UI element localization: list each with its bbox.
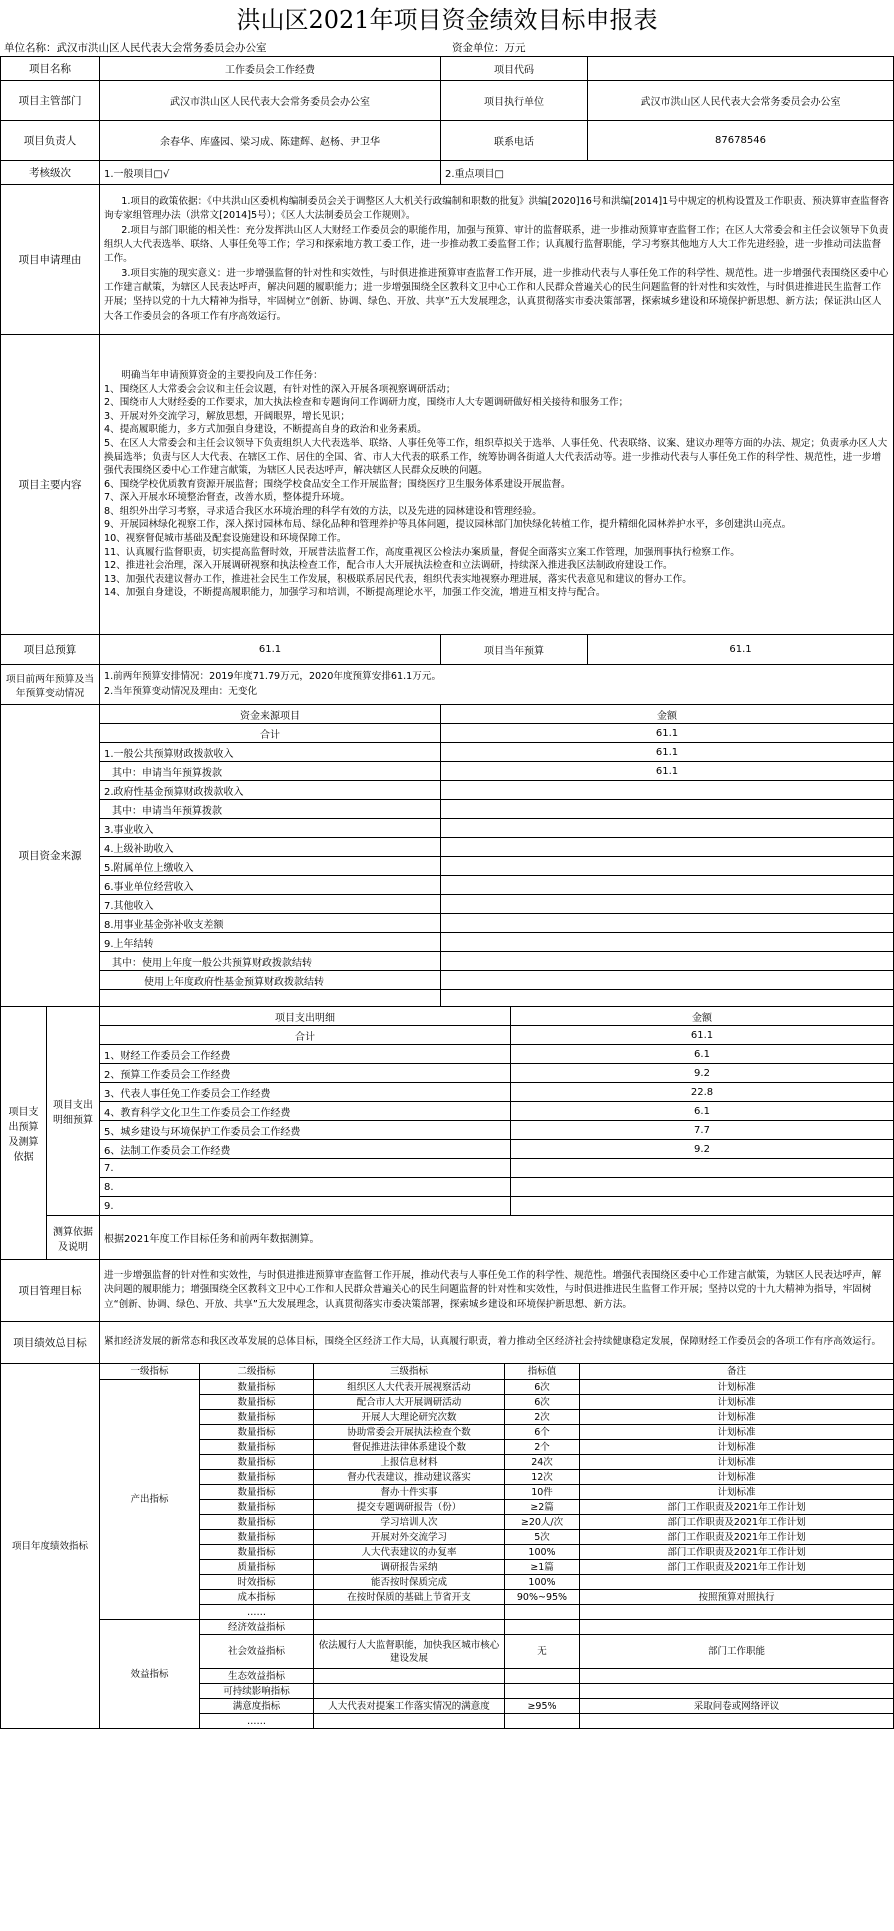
indicator-value: 2次 [505,1410,580,1425]
content-item: 9、开展园林绿化视察工作，深入探讨园林布局、绿化品种和管理养护等具体问题，提议园林部门加快绿化转植工作，提升精细化园林养护水平，多创建洪山亮点。 [104,519,792,531]
indicator-note [580,1669,894,1684]
indicator-value: 无 [505,1635,580,1669]
content-item: 3、开展对外交流学习，解放思想，开阔眼界，增长见识； [104,410,350,422]
indicator-level2: 经济效益指标 [200,1620,314,1635]
indicator-value: ≥20人/次 [505,1515,580,1530]
indicator-value: ≥95% [505,1699,580,1714]
indicator-note: 部门工作职责及2021年工作计划 [580,1545,894,1560]
funds-amount [441,971,894,990]
indicator-value [505,1605,580,1620]
expense-row: 5、城乡建设与环境保护工作委员会工作经费 [100,1121,511,1140]
expense-row: 9. [100,1197,511,1216]
funds-amount [441,876,894,895]
indicator-level3: 协助常委会开展执法检查个数 [314,1425,505,1440]
funds-amount [441,952,894,971]
project-code [588,57,894,81]
indicator-level2: 生态效益指标 [200,1669,314,1684]
reason-text [100,185,894,335]
indicator-level3: 督办十件实事 [314,1485,505,1500]
content-item: 2、围绕市人大财经委的工作要求，加大执法检查和专题询问工作调研力度，围绕市人大专题调研做好相关接待和服务工作； [104,397,629,409]
indicator-note: 计划标准 [580,1395,894,1410]
dept-value: 武汉市洪山区人民代表大会常务委员会办公室 [100,81,441,121]
main-table [0,56,894,705]
reason-p3: 3.项目实施的现实意义：进一步增强监督的针对性和实效性，与时俱进推进预算审查监督工作开展，进一步推动代表与人事任免工作的科学性、规范性。进一步增强代表围绕区委中心工作建言献策，为辖区人民表达呼声，解决问题的履职能力；进一步增强围绕全区教科文卫中心工作和人民群众普遍关心的民生问题监督的针对性和实效性，与时俱进推进民生监督工作开展；坚持以党的十九大精神为指导，牢固树立“创新、协调、绿色、开放、共享”五大发展理念，认真贯彻落实市委决策部署，探索城乡建设和环境保护新思想、新方法；保证洪山区人大各工作委员会的各项工作有序高效运行。 [104,267,889,322]
indicator-note: 部门工作职能 [580,1635,894,1669]
indicator-value: ≥1篇 [505,1560,580,1575]
expense-amount: 9.2 [511,1140,894,1159]
level-general: 1.一般项目□√ [100,161,441,185]
indicator-header: 三级指标 [314,1364,505,1380]
mgmt-text: 进一步增强监督的针对性和实效性，与时俱进推进预算审查监督工作开展，推动代表与人事任免工作的科学性、规范性。增强代表围绕区委中心工作建言献策，为辖区人民表达呼声，解决问题的履职能力；增强围绕全区教科文卫中心工作和人民群众普遍关心的民生问题监督的针对性和实效性，与时俱进推进民生监督工作开展；坚持以党的十九大精神为指导，牢固树立“创新、协调、绿色、开放、共享”五大发展理念，认真贯彻落实市委决策部署，探索城乡建设和环境保护新思想、新方法。 [100,1260,894,1322]
expense-amount [511,1197,894,1216]
indicator-level2: 数量指标 [200,1410,314,1425]
funds-amount [441,781,894,800]
indicator-value: 100% [505,1575,580,1590]
indicator-level3 [314,1669,505,1684]
indicator-level3: 人大代表对提案工作落实情况的满意度 [314,1699,505,1714]
content-item: 10、视察督促城市基础及配套设施建设和环境保障工作。 [104,533,347,545]
indicator-level2: 数量指标 [200,1455,314,1470]
indicator-note: 计划标准 [580,1485,894,1500]
level-label: 考核级次 [1,161,100,185]
indicator-header: 一级指标 [100,1364,200,1380]
expense-row: 4、教育科学文化卫生工作委员会工作经费 [100,1102,511,1121]
indicator-value: 6次 [505,1395,580,1410]
indicator-value [505,1684,580,1699]
indicator-level3: 开展人大理论研究次数 [314,1410,505,1425]
level-key: 2.重点项目□ [441,161,894,185]
phone-value: 87678546 [588,121,894,161]
content-intro: 明确当年申请预算资金的主要投向及工作任务： [121,369,323,381]
indicator-note: 计划标准 [580,1380,894,1395]
funds-amount [441,819,894,838]
funds-row: 2.政府性基金预算财政拨款收入 [100,781,441,800]
expense-col-item: 项目支出明细 [100,1007,511,1026]
indicator-level3: 在按时保质的基础上节省开支 [314,1590,505,1605]
content-item: 8、组织外出学习考察，寻求适合我区水环境治理的科学有效的方法，以及先进的园林建设和管理经验。 [104,505,542,517]
funds-amount [441,838,894,857]
indicator-note: 计划标准 [580,1425,894,1440]
expense-total: 合计 [100,1026,511,1045]
goals-table [0,1259,894,1364]
basis-text: 根据2021年度工作目标任务和前两年数据测算。 [100,1216,894,1260]
funds-col-amount: 金额 [441,705,894,724]
unit-name: 单位名称：武汉市洪山区人民代表大会常务委员会办公室 [4,42,267,54]
indicator-level3 [314,1620,505,1635]
funds-amount [441,800,894,819]
indicator-note: 采取问卷或网络评议 [580,1699,894,1714]
funds-row: 其中：申请当年预算拨款 [100,800,441,819]
indicator-note: 计划标准 [580,1470,894,1485]
indicator-level3: 能否按时保质完成 [314,1575,505,1590]
exec-value: 武汉市洪山区人民代表大会常务委员会办公室 [588,81,894,121]
leader-value: 余春华、库盛园、梁习成、陈建辉、赵杨、尹卫华 [100,121,441,161]
funds-amount [441,914,894,933]
indicator-value [505,1620,580,1635]
indicator-header: 备注 [580,1364,894,1380]
current-budget: 61.1 [588,635,894,665]
funds-amount: 61.1 [441,762,894,781]
funds-row: 8.用事业基金弥补收支差额 [100,914,441,933]
expense-label: 项目支出预算及测算依据 [1,1007,47,1260]
funds-row: 使用上年度政府性基金预算财政拨款结转 [100,971,441,990]
funds-amount: 61.1 [441,724,894,743]
indicator-note: 计划标准 [580,1440,894,1455]
indicator-level2: …… [200,1605,314,1620]
expense-table [0,1006,894,1260]
expense-row: 6、法制工作委员会工作经费 [100,1140,511,1159]
expense-amount: 7.7 [511,1121,894,1140]
indicator-note [580,1620,894,1635]
indicator-value: 12次 [505,1470,580,1485]
expense-amount: 61.1 [511,1026,894,1045]
indicator-note: 部门工作职责及2021年工作计划 [580,1515,894,1530]
basis-label: 测算依据及说明 [47,1216,100,1260]
indicator-note: 部门工作职责及2021年工作计划 [580,1500,894,1515]
indicator-note [580,1605,894,1620]
funds-amount [441,895,894,914]
expense-row: 3、代表人事任免工作委员会工作经费 [100,1083,511,1102]
indicator-level3: 上报信息材料 [314,1455,505,1470]
indicator-value: 24次 [505,1455,580,1470]
indicator-level3: 学习培训人次 [314,1515,505,1530]
indicator-level2: 数量指标 [200,1500,314,1515]
expense-amount [511,1178,894,1197]
reason-p2: 2.项目与部门职能的相关性：充分发挥洪山区人大财经工作委员会的职能作用，加强与预算、审计的监督联系，进一步推动预算审查监督工作；在区人大常委会和主任会议领导下负责组织人大代表选举、联络、人事任免等工作；学习和探索地方教工委工作，进一步推动教工委监督工作；认真履行监督职能，学习考察其他地方人大工作先进经验，进一步推动司法监督工作。 [104,224,889,265]
funds-total: 合计 [100,724,441,743]
expense-amount: 9.2 [511,1064,894,1083]
money-unit: 资金单位：万元 [452,42,526,54]
indicator-level2: …… [200,1714,314,1729]
content-item: 1、围绕区人大常委会会议和主任会议题，有针对性的深入开展各项视察调研活动； [104,383,456,395]
indicator-level2: 数量指标 [200,1395,314,1410]
content-item: 7、深入开展水环境整治督查，改善水质，整体提升环境。 [104,492,350,504]
indicator-note [580,1684,894,1699]
indicators-table [0,1363,894,1729]
indicator-value: ≥2篇 [505,1500,580,1515]
funds-label: 项目资金来源 [1,705,100,1007]
indicators-label: 项目年度绩效指标 [1,1364,100,1729]
mgmt-label: 项目管理目标 [1,1260,100,1322]
expense-row: 1、财经工作委员会工作经费 [100,1045,511,1064]
page-title: 洪山区2021年项目资金绩效目标申报表 [236,6,658,34]
indicator-note: 计划标准 [580,1410,894,1425]
indicator-level3: 提交专题调研报告（份） [314,1500,505,1515]
funds-row: 3.事业收入 [100,819,441,838]
indicator-note: 部门工作职责及2021年工作计划 [580,1530,894,1545]
reason-label: 项目申请理由 [1,185,100,335]
indicator-header: 指标值 [505,1364,580,1380]
indicator-value [505,1669,580,1684]
funds-col-source: 资金来源项目 [100,705,441,724]
expense-col-amount: 金额 [511,1007,894,1026]
indicator-value: 5次 [505,1530,580,1545]
funds-row: 其中：使用上年度一般公共预算财政拨款结转 [100,952,441,971]
indicator-level2: 数量指标 [200,1485,314,1500]
content-item: 14、加强自身建设，不断提高履职能力，加强学习和培训，不断提高理论水平，加强工作交流，增进互相支持与配合。 [104,587,606,599]
perf-label: 项目绩效总目标 [1,1322,100,1364]
funds-amount [441,933,894,952]
change-line: 2.当年预算变动情况及理由：无变化 [104,685,258,697]
output-label: 产出指标 [100,1380,200,1620]
indicator-level3: 开展对外交流学习 [314,1530,505,1545]
content-item: 4、提高履职能力，多方式加强自身建设，不断提高自身的政治和业务素质。 [104,424,427,436]
indicator-level2: 质量指标 [200,1560,314,1575]
indicator-value: 90%~95% [505,1590,580,1605]
change-label: 项目前两年预算及当年预算变动情况 [1,665,100,705]
total-budget: 61.1 [100,635,441,665]
change-line: 1.前两年预算安排情况：2019年度71.79万元，2020年度预算安排61.1万元。 [104,671,442,683]
indicator-level2: 数量指标 [200,1470,314,1485]
indicator-value: 2个 [505,1440,580,1455]
funds-row: 6.事业单位经营收入 [100,876,441,895]
indicator-level3: 人大代表建议的办复率 [314,1545,505,1560]
funds-row: 7.其他收入 [100,895,441,914]
indicator-level2: 可持续影响指标 [200,1684,314,1699]
indicator-level3: 组织区人大代表开展视察活动 [314,1380,505,1395]
indicator-value: 100% [505,1545,580,1560]
content-item: 6、围绕学校优质教育资源开展监督；围绕学校食品安全工作开展监督；围绕医疗卫生服务体系建设开展监督。 [104,478,571,490]
current-budget-label: 项目当年预算 [441,635,588,665]
indicator-note [580,1714,894,1729]
project-name: 工作委员会工作经费 [100,57,441,81]
indicator-note [580,1575,894,1590]
leader-label: 项目负责人 [1,121,100,161]
funds-row: 4.上级补助收入 [100,838,441,857]
expense-row: 2、预算工作委员会工作经费 [100,1064,511,1083]
header-info [0,38,894,56]
content-item: 12、推进社会治理，深入开展调研视察和执法检查工作，配合市人大开展执法检查和立法调研，持续深入推进我区法制政府建设工作。 [104,560,673,572]
content-label: 项目主要内容 [1,335,100,635]
indicator-level3 [314,1714,505,1729]
funds-row: 5.附属单位上缴收入 [100,857,441,876]
indicator-value: 6个 [505,1425,580,1440]
indicator-level3: 调研报告采纳 [314,1560,505,1575]
expense-amount: 22.8 [511,1083,894,1102]
indicator-note: 按照预算对照执行 [580,1590,894,1605]
content-item: 13、加强代表建议督办工作，推进社会民生工作发展，积极联系居民代表，组织代表实地视察办理进展，落实代表意见和建议的督办工作。 [104,573,692,585]
indicator-value: 10件 [505,1485,580,1500]
indicator-note: 计划标准 [580,1455,894,1470]
funds-amount: 61.1 [441,743,894,762]
funds-row: 9.上年结转 [100,933,441,952]
expense-amount: 6.1 [511,1102,894,1121]
indicator-level2: 满意度指标 [200,1699,314,1714]
indicator-level2: 数量指标 [200,1380,314,1395]
phone-label: 联系电话 [441,121,588,161]
indicator-note: 部门工作职责及2021年工作计划 [580,1560,894,1575]
indicator-level3: 依法履行人大监督职能，加快我区城市核心建设发展 [314,1635,505,1669]
expense-row: 7. [100,1159,511,1178]
change-text [100,665,894,705]
expense-row: 8. [100,1178,511,1197]
funds-row: 其中：申请当年预算拨款 [100,762,441,781]
exec-label: 项目执行单位 [441,81,588,121]
expense-amount: 6.1 [511,1045,894,1064]
content-item: 5、在区人大常委会和主任会议领导下负责组织人大代表选举、联络、人事任免等工作，组织草拟关于选举、人事任免、代表联络、议案、建议办理等方面的办法、规定；负责承办区人大换届选举；负责与区人大代表、在辖区工作、居住的全国、省、市人大代表的联系工作，统筹协调各街道人大代表活动等。进一步推动代表与人事任免工作的科学性、规范性，进一步增强代表围绕区委中心工作建言献策，为辖区人民表达呼声，解决辖区人民群众反映的问题。 [104,437,888,477]
indicator-header: 二级指标 [200,1364,314,1380]
funds-amount [441,857,894,876]
perf-text: 紧扣经济发展的新常态和我区改革发展的总体目标，围绕全区经济工作大局，认真履行职责，着力推动全区经济社会持续健康稳定发展，保障财经工作委员会的各项工作有序高效运行。 [100,1322,894,1364]
total-budget-label: 项目总预算 [1,635,100,665]
indicator-level2: 数量指标 [200,1425,314,1440]
indicator-level3 [314,1684,505,1699]
indicator-level2: 数量指标 [200,1515,314,1530]
indicator-level3: 配合市人大开展调研活动 [314,1395,505,1410]
indicator-level2: 成本指标 [200,1590,314,1605]
content-item: 11、认真履行监督职责，切实提高监督时效，开展普法监督工作，高度重视区公检法办案质量，督促全面落实立案工作管理，加强刑事执行检察工作。 [104,546,740,558]
indicator-value: 6次 [505,1380,580,1395]
indicator-level2: 时效指标 [200,1575,314,1590]
indicator-level2: 数量指标 [200,1545,314,1560]
expense-amount [511,1159,894,1178]
indicator-level3: 督促推进法律体系建设个数 [314,1440,505,1455]
indicator-level3: 督办代表建议，推动建议落实 [314,1470,505,1485]
project-code-label: 项目代码 [441,57,588,81]
benefit-label: 效益指标 [100,1620,200,1729]
funds-row: 1.一般公共预算财政拨款收入 [100,743,441,762]
project-name-label: 项目名称 [1,57,100,81]
content-text [100,335,894,635]
indicator-level2: 数量指标 [200,1440,314,1455]
funds-table [0,704,894,1007]
indicator-value [505,1714,580,1729]
indicator-level2: 社会效益指标 [200,1635,314,1669]
indicator-level3 [314,1605,505,1620]
indicator-level2: 数量指标 [200,1530,314,1545]
reason-p1: 1.项目的政策依据：《中共洪山区委机构编制委员会关于调整区人大机关行政编制和职数的批复》洪编[2020]16号和洪编[2014]1号中规定的机构设置及工作职责、预决算审查监督咨询专家组管理办法（洪常文[2014]5号）；《区人大法制委员会工作规则》。 [104,196,889,222]
expense-sub-label: 项目支出明细预算 [47,1007,100,1216]
dept-label: 项目主管部门 [1,81,100,121]
